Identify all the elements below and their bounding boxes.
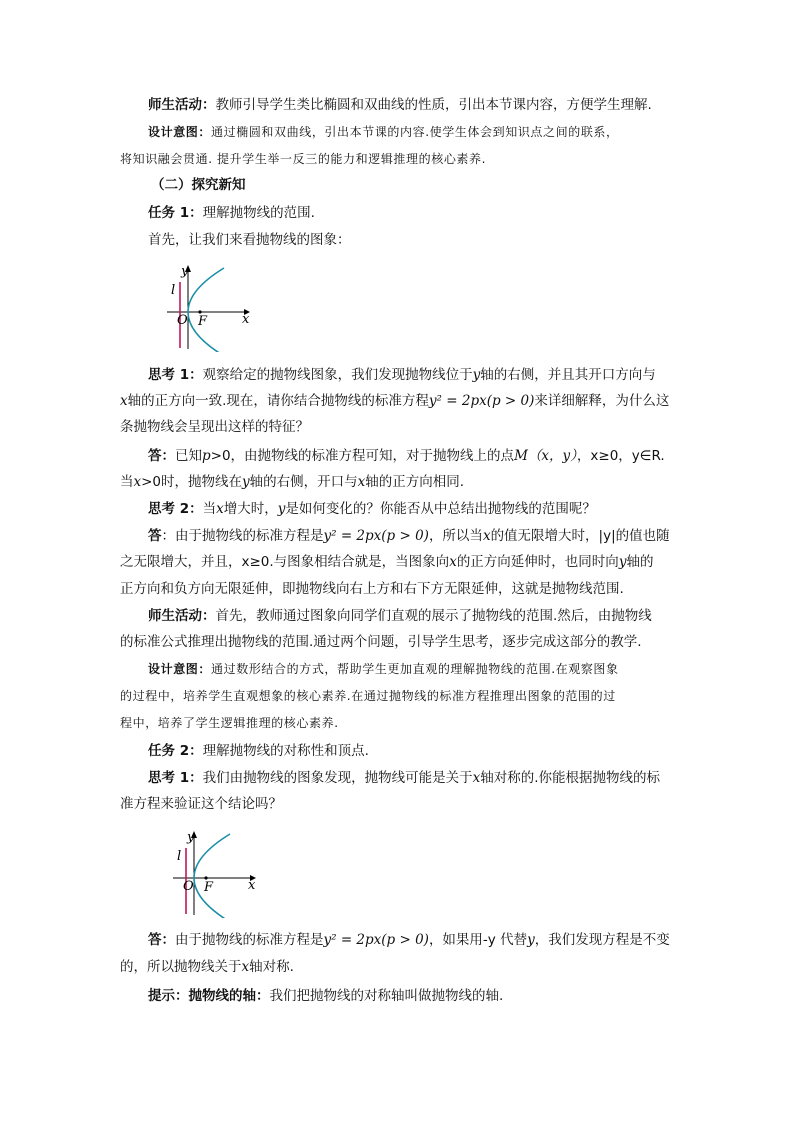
x-label: x — [248, 878, 256, 893]
think-3-line-2: 准方程来验证这个结论吗？ — [120, 796, 282, 812]
text: 轴的右侧，并且其开口方向与 — [480, 367, 656, 383]
think-2 — [148, 496, 704, 522]
design-2-line-1 — [148, 656, 704, 682]
answer-1-line-2 — [120, 469, 676, 495]
answer-1-line-1 — [148, 443, 704, 469]
label: 师生活动： — [148, 97, 216, 113]
text: ，我们发现方程是不变 — [534, 932, 670, 948]
text: 轴的正方向相同. — [365, 474, 465, 490]
think-3-line-1 — [148, 765, 704, 791]
text: 的正方向延伸时，也同时向 — [456, 554, 619, 570]
text: 当 — [202, 501, 217, 517]
paragraph-design-1b — [120, 146, 676, 172]
text: 的值无限增大时，|y|的值也随 — [490, 528, 670, 544]
answer-3-line-2 — [120, 954, 676, 980]
var: y — [472, 367, 481, 383]
answer-3-line-1 — [148, 927, 704, 953]
activity-2-line-1 — [148, 603, 704, 629]
task-1 — [148, 200, 704, 226]
label: 提示：抛物线的轴： — [148, 988, 270, 1004]
y-label: y — [187, 830, 195, 845]
text: 轴的 — [626, 554, 654, 570]
answer-2-line-3: 正方向和负方向无限延伸，即抛物线向右上方和右下方无限延伸，这就是抛物线范围. — [120, 581, 624, 597]
text: 的，所以抛物线关于 — [120, 959, 242, 975]
tip — [148, 983, 704, 1009]
think-1-line-3: 条抛物线会呈现出这样的特征？ — [120, 419, 309, 435]
label: 师生活动： — [148, 608, 216, 624]
label: 任务 2： — [148, 743, 203, 759]
origin-label: O — [183, 879, 194, 894]
label: 任务 1： — [148, 205, 203, 221]
var: x — [133, 474, 142, 490]
label: 思考 1： — [148, 770, 203, 786]
design-2-line-3: 程中，培养了学生逻辑推理的核心素养. — [120, 716, 339, 730]
text: 理解抛物线的范围. — [202, 205, 315, 221]
text: 由于抛物线的标准方程是 — [175, 932, 324, 948]
text: 轴的右侧，开口与 — [249, 474, 358, 490]
paragraph-design-1a — [148, 119, 704, 145]
l-label: l — [177, 849, 182, 864]
var: x — [357, 474, 366, 490]
var: y — [527, 932, 535, 948]
text: ：由于抛物线的标准方程是 — [161, 528, 324, 544]
text: 是如何变化的？你能否从中总结出抛物线的范围呢？ — [285, 501, 596, 517]
text: ，所以当 — [428, 528, 483, 544]
text: ，x≥0，y∈R. — [576, 448, 665, 464]
text: 来详细解释，为什么这 — [534, 393, 670, 409]
text: 我们把抛物线的对称轴叫做抛物线的轴. — [269, 988, 504, 1004]
activity-2-line-2: 的标准公式推理出抛物线的范围.通过两个问题，引导学生思考，逐步完成这部分的教学. — [120, 634, 642, 650]
text: 当 — [120, 474, 134, 490]
var: y — [618, 554, 627, 570]
var: y — [277, 501, 286, 517]
text: 教师引导学生类比椭圆和双曲线的性质，引出本节课内容，方便学生理解. — [215, 97, 652, 113]
text: 之无限增大，并且，x≥0.与图象相结合就是，当图象向 — [120, 554, 450, 570]
think-1-line-1 — [148, 362, 704, 388]
equation: y² = 2px(p > 0) — [323, 528, 429, 544]
label: 答： — [148, 932, 175, 948]
label: 思考 2： — [148, 501, 203, 517]
parabola-figure-1 — [162, 260, 252, 352]
first-line: 首先，让我们来看抛物线的图象： — [148, 232, 351, 248]
paragraph-activity-1 — [148, 92, 704, 118]
var: x — [482, 528, 491, 544]
equation: y² = 2px(p > 0) — [323, 932, 429, 948]
var: x — [216, 501, 224, 517]
var: x — [120, 393, 128, 409]
point: M（x，y） — [514, 448, 577, 464]
parabola-figure-2 — [168, 826, 258, 918]
parabola-curve — [194, 834, 230, 918]
text: >0，由抛物线的标准方程可知，对于抛物线上的点 — [210, 448, 515, 464]
text: 首先，教师通过图象向同学们直观的展示了抛物线的范围.然后，由抛物线 — [215, 608, 652, 624]
answer-2-line-1 — [148, 523, 704, 549]
text: 已知 — [175, 448, 202, 464]
section-heading: （二）探究新知 — [151, 177, 246, 193]
x-label: x — [242, 312, 250, 327]
parabola-curve — [188, 268, 224, 352]
focus-label: F — [204, 880, 214, 895]
design-2-line-2: 的过程中，培养学生直观想象的核心素养.在通过抛物线的标准方程推理出图象的范围的过 — [120, 689, 616, 703]
focus-label: F — [198, 314, 208, 329]
text: ，如果用-y 代替 — [428, 932, 528, 948]
text: 将知识融会贯通. 提升学生举一反三的能力和逻辑推理的核心素养. — [120, 152, 487, 166]
think-1-line-2 — [120, 388, 676, 414]
label: 设计意图： — [148, 125, 212, 139]
label: 答： — [148, 448, 175, 464]
text: 增大时， — [223, 501, 278, 517]
text: >0时，抛物线在 — [141, 474, 243, 490]
label: 答 — [148, 528, 162, 544]
l-label: l — [171, 283, 176, 298]
text: 通过数形结合的方式，帮助学生更加直观的理解抛物线的范围.在观察图象 — [211, 662, 619, 676]
text: 我们由抛物线的图象发现，抛物线可能是关于 — [202, 770, 473, 786]
task-2 — [148, 738, 704, 764]
text: 轴对称. — [249, 959, 294, 975]
label: 设计意图： — [148, 662, 212, 676]
label: 思考 1： — [148, 367, 203, 383]
text: 通过椭圆和双曲线，引出本节课的内容.使学生体会到知识点之间的联系， — [211, 125, 619, 139]
var: x — [472, 770, 481, 786]
answer-2-line-2 — [120, 549, 676, 575]
var: p — [202, 448, 211, 464]
var: y — [242, 474, 250, 490]
var: x — [449, 554, 457, 570]
var: x — [241, 959, 250, 975]
equation: y² = 2px(p > 0) — [428, 393, 535, 409]
text: 轴的正方向一致.现在，请你结合抛物线的标准方程 — [127, 393, 429, 409]
text: 理解抛物线的对称性和顶点. — [202, 743, 369, 759]
text: 观察给定的抛物线图象，我们发现抛物线位于 — [202, 367, 473, 383]
y-label: y — [181, 264, 189, 279]
text: 轴对称的.你能根据抛物线的标 — [480, 770, 661, 786]
origin-label: O — [177, 313, 188, 328]
